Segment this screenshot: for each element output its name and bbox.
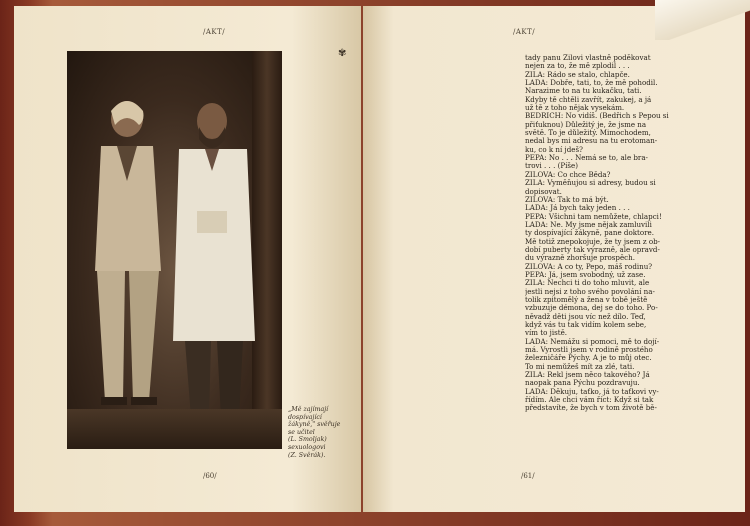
text-line: naopak pana Pýchu pozdravuju. (525, 379, 640, 388)
text-line: ŽILOVÁ: Tak to má být. (525, 195, 609, 204)
page-number-left: /60/ (203, 472, 217, 480)
text-line: ŽILOVÁ: Co chce Běda? (525, 170, 611, 179)
folded-page-corner (655, 0, 750, 40)
text-line: LÁĎA: Nemážu si pomoci, mě to dojí- (525, 337, 660, 346)
text-line: dobí puberty tak výrazně, ale opravd- (525, 245, 660, 254)
caption-line: (Z. Svěrák). (288, 451, 326, 459)
text-line: Mě totiž znepokojuje, že ty jsem z ob- (525, 237, 661, 246)
text-line: vím to jistě. (525, 329, 568, 338)
text-line: přiťuknou) Důležitý je, že jsme na (525, 120, 647, 129)
text-line: představíte, že bych v tom životě bě- (525, 404, 657, 413)
actor-in-checked-suit (87, 91, 167, 411)
text-line: tady panu Žilovi vlastně poděkovat (525, 54, 651, 62)
text-line: Narazime to na tu kukačku, tati. (525, 87, 642, 96)
text-line: tolik zpitomělý a žena v tobě ještě (525, 295, 648, 304)
caption-line: dospívající (288, 413, 322, 421)
actor-in-white-coat (167, 91, 262, 431)
text-line: ŽILA: Rádo se stalo, chlapče. (525, 70, 630, 79)
text-line: LÁĎA: Já bych taky jeden . . . (525, 204, 630, 213)
text-line: BEDŘICH: No vidíš. (Bedřich s Pepou si (525, 112, 669, 121)
text-line: nejen za to, že mě zplodil . . . (525, 62, 630, 71)
text-line: jestli nejsi z toho svého povolání na- (525, 287, 655, 296)
text-line: LÁĎA: Děkuju, taťko, já to taťkovi vy- (525, 387, 659, 396)
text-line: ŽILA: Řekl jsem něco takového? Já (525, 371, 650, 380)
text-line: má. Vyrostli jsem v rodině prostého (525, 346, 653, 355)
page-number-right: /61/ (521, 472, 535, 480)
text-line: ku, co k ní jdeš? (525, 145, 583, 154)
photo-caption (288, 406, 360, 459)
text-line: LÁĎA: Ne. My jsme nějak zamluvili (525, 220, 652, 229)
left-page (14, 6, 361, 512)
caption-line: „Mě zajímají (288, 406, 329, 413)
right-page (363, 6, 745, 512)
text-line: PEPA: Já, jsem svobodný, už zase. (525, 270, 646, 279)
text-line: nedal bys mi adresu na tu erotoman- (525, 137, 658, 146)
text-line: PEPA: No . . . Nemá se to, ale bra- (525, 154, 648, 163)
stage-photo (67, 51, 282, 449)
running-head-right: /AKT/ (513, 28, 536, 36)
text-column-right (525, 54, 730, 413)
text-line: Kdyby tě chtěli zavřít, zakukej, a já (525, 95, 652, 104)
text-line: řídím. Ale chci vám říct: Když si tak (525, 396, 654, 405)
text-line: ŽILOVÁ: A co ty, Pepo, máš rodinu? (525, 262, 653, 271)
text-line: PEPA: Všichni tam nemůžete, chlapci! (525, 212, 662, 221)
caption-line: sexuologovi (288, 443, 326, 451)
text-line: ty dospívající žákyně, pane doktore. (525, 229, 654, 238)
text-line: železničáře Pýchy. A je to můj otec. (525, 354, 652, 363)
text-line: světě. To je důležitý. Mimochodem, (525, 129, 651, 138)
caption-line: se učitel (288, 428, 315, 436)
text-line: už tě z toho nějak vysekám. (525, 104, 625, 113)
text-line: něvadž děti jsou víc než dílo. Teď, (525, 312, 646, 321)
caption-line: (L. Smoljak) (288, 436, 327, 444)
text-line: trovi . . . (Píše) (525, 162, 578, 171)
text-line: ŽILA: Vyměňujou si adresy, budou si (525, 179, 656, 188)
text-line: ŽILA: Nechci ti do toho mluvit, ale (525, 279, 650, 288)
text-line: du výrazně zhoršuje prospěch. (525, 254, 635, 263)
text-line: když vás tu tak vidím kolem sebe, (525, 321, 647, 329)
running-head-left: /AKT/ (203, 28, 226, 36)
text-line: dopisovat. (525, 187, 562, 196)
text-line: LÁĎA: Dobře, tati, to, že mě pohodil. (525, 79, 658, 88)
photo-stage-floor (67, 409, 282, 449)
ornament-icon: ✾ (338, 48, 347, 59)
text-line: To mi nemůžeš mít za zlé, tati. (525, 362, 635, 371)
caption-line: žákyně," svěřuje (288, 421, 341, 429)
text-line: vzbuzuje démona, dej se do toho. Po- (525, 304, 658, 313)
